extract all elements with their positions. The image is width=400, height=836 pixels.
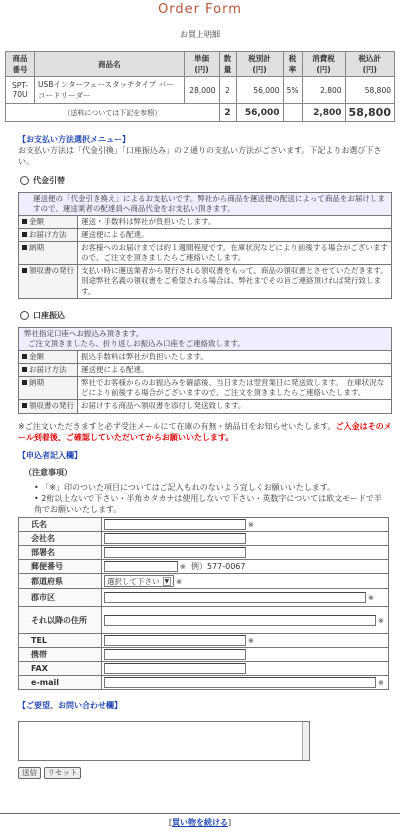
company-label: 会社名	[19, 532, 102, 546]
bracket-left: [	[168, 818, 172, 827]
dept-label: 部署名	[19, 546, 102, 560]
item-tax: 2,800	[302, 77, 345, 104]
chevron-down-icon: ▼	[164, 577, 170, 585]
textarea-scrollbar[interactable]	[302, 722, 309, 760]
cod-row-value: 運送・手数料は弊社が負担いたします。	[78, 215, 392, 228]
total-qty: 2	[219, 104, 236, 122]
applicant-heading: 【申込者記入欄】	[18, 450, 82, 460]
cod-desc: 運送便の「代金引き換え」によるお支払いです。弊社から商品を運送便の配送によって商品をお届けしますので、運送業者の配達員へ商品代金をお支払い頂きます。	[19, 192, 392, 215]
zip-label: 郵便番号	[19, 560, 102, 574]
item-total: 58,800	[345, 77, 394, 104]
name-input[interactable]	[104, 519, 246, 530]
continue-shopping-link[interactable]: 買い物を続ける	[172, 818, 228, 827]
payment-intro: お支払い方法は「代金引換」「口座振込み」の２通りの支払い方法がございます。下記よりお選び下さい。	[18, 146, 382, 166]
city-input[interactable]	[104, 592, 366, 603]
note-item: • 「※」印のついた項目についてはご記入もれのないよう宜しくお願いいたします。	[34, 482, 336, 492]
note-text: 2桁以上ないで下さい・半角カタカナは使用しないで下さい・英数字については欧文モードで半角でお願いいたします。	[34, 493, 382, 514]
address-label: それ以降の住所	[19, 607, 102, 634]
address-input[interactable]	[104, 615, 376, 626]
total-tax: 2,800	[302, 104, 345, 122]
footer	[0, 813, 400, 828]
name-label: 氏名	[19, 518, 102, 532]
order-table	[5, 51, 395, 122]
inquiry-heading: 【ご要望、お問い合わせ欄】	[18, 701, 122, 711]
order-header-row	[6, 52, 395, 77]
applicant-form	[18, 517, 389, 690]
col-total: 税込計 (円)	[345, 52, 394, 77]
cod-option[interactable]	[20, 175, 400, 186]
bank-row-value: 振込手数料は弊社が負担いたします。	[78, 350, 392, 363]
mobile-input[interactable]	[104, 649, 246, 660]
page-title: Order Form	[158, 2, 242, 17]
required-mark: ※	[248, 521, 254, 530]
inquiry-textarea[interactable]	[18, 721, 310, 761]
item-subtotal: 56,000	[236, 77, 283, 104]
bank-option[interactable]	[20, 310, 400, 321]
required-mark: ※	[180, 563, 186, 572]
bank-label: 口座振込	[33, 310, 65, 320]
tel-input[interactable]	[104, 635, 246, 646]
cod-row-value: お客様へのお届けまでは約１週間程度です。在庫状況などにより前後する場合がございますので、ご注文を頂きましたらご連絡いたします。	[78, 242, 392, 265]
col-name: 商品名	[35, 52, 185, 77]
bank-radio[interactable]	[20, 311, 29, 320]
submit-button[interactable]: 送信	[18, 767, 41, 779]
dept-input[interactable]	[104, 547, 246, 558]
email-label: e-mail	[19, 676, 102, 690]
cod-radio[interactable]	[20, 176, 29, 185]
tel-label: TEL	[19, 634, 102, 648]
col-code: 商品 番号	[6, 52, 35, 77]
total-subtotal: 56,000	[236, 104, 283, 122]
fax-input[interactable]	[104, 663, 246, 674]
bank-row-label: 金額	[29, 351, 44, 361]
prefecture-value: 選択して下さい	[107, 576, 160, 586]
company-input[interactable]	[104, 533, 246, 544]
total-rate-empty	[283, 104, 302, 122]
notes-title: （注意事項）	[24, 467, 72, 477]
bank-row-label: 領収書の発行	[29, 401, 74, 411]
col-price: 単価 (円)	[184, 52, 219, 77]
bracket-right: ]	[228, 818, 232, 827]
reset-button[interactable]: リセット	[44, 767, 82, 779]
pref-label: 都道府県	[19, 574, 102, 589]
bank-row-label: お届け方法	[29, 365, 67, 375]
col-rate: 税 率	[283, 52, 302, 77]
required-mark: ※	[248, 637, 254, 646]
cod-row-label: お届け方法	[29, 229, 67, 239]
item-code: SPT-70U	[6, 77, 35, 104]
order-notice	[18, 421, 392, 443]
payment-heading: 【お支払い方法選択メニュー】	[18, 135, 130, 144]
bank-row-label: 納期	[29, 378, 44, 388]
zip-input[interactable]	[104, 561, 178, 572]
zip-example: 例）577-0067	[190, 562, 246, 572]
mobile-label: 携帯	[19, 648, 102, 662]
note-text: 「※」印のついた項目についてはご記入もれのないよう宜しくお願いいたします。	[41, 482, 336, 492]
cod-row-label: 金額	[29, 216, 44, 226]
form-buttons	[18, 767, 400, 779]
notes-list	[34, 483, 388, 515]
required-mark: ※	[368, 594, 374, 603]
bank-desc-1: 弊社指定口座へお振込み頂きます。	[24, 328, 144, 338]
required-mark: ※	[176, 577, 182, 586]
col-tax: 消費税 (円)	[302, 52, 345, 77]
grand-total: 58,800	[345, 104, 394, 122]
cod-table	[18, 192, 392, 299]
col-subtotal: 税別計 (円)	[236, 52, 283, 77]
table-row	[6, 77, 395, 104]
cod-label: 代金引替	[33, 175, 65, 185]
bank-table	[18, 327, 392, 414]
page-subtitle: お買上明細	[180, 30, 220, 39]
required-mark: ※	[378, 616, 384, 625]
required-mark: ※	[378, 679, 384, 688]
bank-row-value: お届けする商品へ領収書を添付し発送致します。	[78, 400, 392, 413]
bank-row-value: 運送便による配達。	[78, 364, 392, 377]
note-item: • 2桁以上ないで下さい・半角カタカナは使用しないで下さい・英数字については欧文モードで半角でお願いいたします。	[34, 493, 382, 514]
col-qty: 数 量	[219, 52, 236, 77]
cod-row-value: 支払い時に運送業者から発行される領収書をもって、商品の領収書とさせていただきます。別途弊社名義の領収書をご希望される場合は、弊社までその旨ご連絡頂ければ発行致します。	[78, 265, 392, 298]
item-qty: 2	[219, 77, 236, 104]
bank-desc-2: ご注文頂きましたら、折り返しお振込み口座をご連絡致します。	[28, 338, 245, 348]
item-rate: 5%	[283, 77, 302, 104]
fax-label: FAX	[19, 662, 102, 676]
prefecture-select[interactable]	[104, 575, 174, 587]
notice-text: ※ご注文いただきますと必ず受注メールにて在庫の有無・納品日をお知らせいたします。	[18, 421, 336, 431]
cod-row-label: 納期	[29, 243, 44, 253]
notice-red: ご入金はそのメール到着後、ご確認していただいてからお願いいたします。	[18, 421, 392, 442]
email-input[interactable]	[104, 677, 376, 688]
bank-row-value: 弊社でお客様からのお振込みを確認後、当日または翌営業日に発送致します。 在庫状況などにより前後する場合がございますので、ご注文を頂きましたらご連絡いたします。	[78, 377, 392, 400]
item-price: 28,000	[184, 77, 219, 104]
cod-row-label: 領収書の発行	[29, 266, 74, 276]
totals-row	[6, 104, 395, 122]
item-name: USBインターフェースタッチタイプ バーコードリーダー	[35, 77, 185, 104]
shipping-note: （送料については下記を参照）	[6, 104, 220, 122]
city-label: 郡市区	[19, 589, 102, 607]
cod-row-value: 運送便による配達。	[78, 228, 392, 241]
